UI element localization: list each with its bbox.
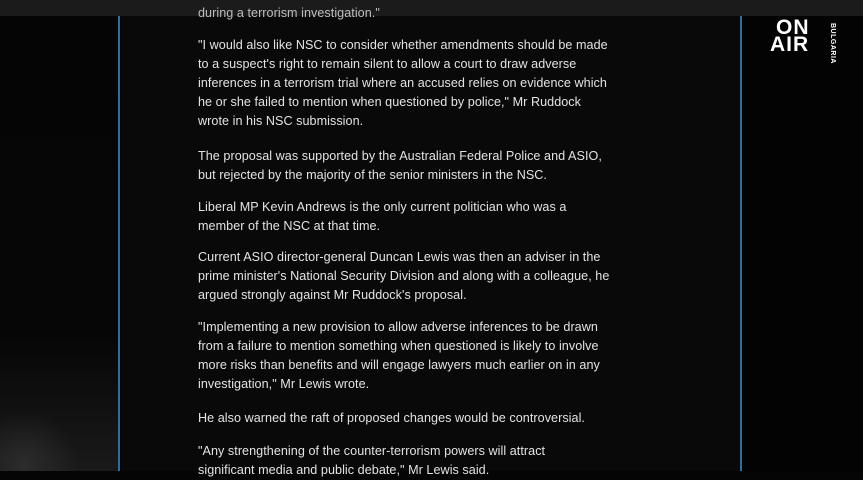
logo-on-text: ON bbox=[776, 16, 810, 39]
text-line: inferences in a terrorism trial where an accused relies on evidence which bbox=[198, 76, 607, 90]
text-line: prime minister's National Security Division and along with a colleague, he bbox=[198, 269, 610, 283]
cut-off-line bbox=[198, 4, 688, 23]
text-line: argued strongly against Mr Ruddock's proposal. bbox=[198, 288, 467, 302]
paragraph-controversial bbox=[198, 409, 688, 428]
paragraph-lewis-quote bbox=[198, 318, 688, 394]
logo-country-text: BULGARIA bbox=[829, 23, 836, 64]
text-line: during a terrorism investigation." bbox=[198, 6, 380, 20]
article-page bbox=[121, 6, 740, 477]
text-line: member of the NSC at that time. bbox=[198, 219, 381, 233]
right-margin bbox=[742, 16, 863, 471]
text-line: "I would also like NSC to consider whether amendments should be made bbox=[198, 38, 608, 52]
text-line: "Any strengthening of the counter-terrorism powers will attract bbox=[198, 444, 546, 458]
left-margin-glow bbox=[0, 411, 80, 471]
paragraph-proposal-support bbox=[198, 147, 688, 185]
text-line: "Implementing a new provision to allow adverse inferences to be drawn bbox=[198, 320, 598, 334]
left-divider bbox=[118, 16, 120, 471]
text-line: He also warned the raft of proposed changes would be controversial. bbox=[198, 411, 585, 425]
text-line: Current ASIO director-general Duncan Lewis was then an adviser in the bbox=[198, 250, 601, 264]
text-line: from a failure to mention something when questioned is likely to involve bbox=[198, 339, 599, 353]
text-line: but rejected by the majority of the senior ministers in the NSC. bbox=[198, 168, 547, 182]
left-margin bbox=[0, 16, 118, 471]
channel-logo bbox=[770, 16, 860, 64]
text-line: he or she failed to mention when questioned by police," Mr Ruddock bbox=[198, 95, 582, 109]
text-line: more risks than benefits and will engage lawyers much earlier on in any bbox=[198, 358, 600, 372]
paragraph-kevin-andrews bbox=[198, 198, 688, 236]
paragraph-duncan-lewis bbox=[198, 248, 688, 305]
text-line: The proposal was supported by the Australian Federal Police and ASIO, bbox=[198, 149, 602, 163]
paragraph-ruddock-quote bbox=[198, 36, 688, 131]
text-line: significant media and public debate," Mr Lewis said. bbox=[198, 463, 490, 477]
text-line: investigation," Mr Lewis wrote. bbox=[198, 377, 370, 391]
text-line: wrote in his NSC submission. bbox=[198, 114, 364, 128]
text-line: to a suspect's right to remain silent to allow a court to draw adverse bbox=[198, 57, 577, 71]
paragraph-media-debate bbox=[198, 442, 688, 480]
logo-air-text: AIR bbox=[770, 33, 810, 56]
text-line: Liberal MP Kevin Andrews is the only current politician who was a bbox=[198, 200, 567, 214]
